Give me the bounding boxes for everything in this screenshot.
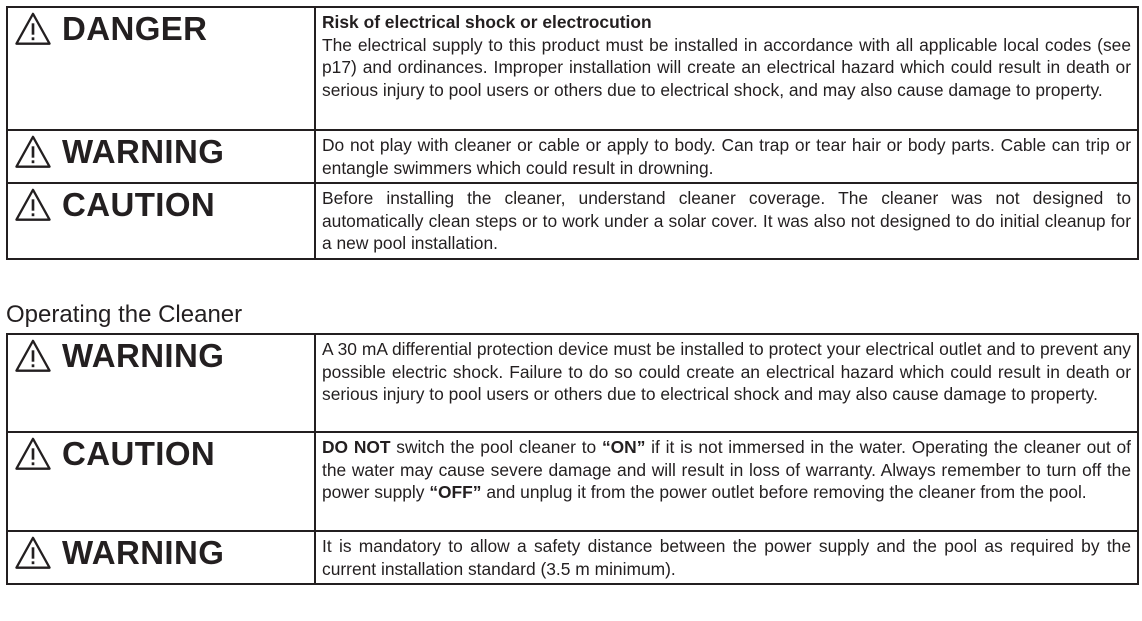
warning-triangle-icon bbox=[14, 134, 52, 170]
warning-row bbox=[7, 531, 1138, 584]
text-fragment: if it is not immersed in the water. Operating the cleaner out of the water may cause severe damage and will result in loss of warranty. Always remember to turn off the power supply bbox=[322, 437, 1131, 503]
danger-row bbox=[7, 7, 1138, 130]
signal-word-cell bbox=[7, 432, 315, 531]
message-cell bbox=[315, 432, 1138, 531]
hazard-text: Before installing the cleaner, understand cleaner coverage. The cleaner was not designed to automatically clean steps or to work under a solar cover. It was also not designed to do initial cleanup for a new pool installation. bbox=[322, 188, 1131, 254]
emphasis-do-not: DO NOT bbox=[322, 437, 391, 457]
warning-triangle-icon bbox=[14, 11, 52, 47]
warning-triangle-icon bbox=[14, 535, 52, 571]
signal-word-caution: CAUTION bbox=[62, 186, 216, 224]
hazard-text: It is mandatory to allow a safety distance between the power supply and the pool as required by the current installation standard (3.5 m minimum). bbox=[322, 536, 1131, 579]
signal-word-warning: WARNING bbox=[62, 337, 225, 374]
signal-word-cell bbox=[7, 334, 315, 432]
signal-word-cell bbox=[7, 130, 315, 183]
warning-triangle-icon bbox=[14, 187, 52, 223]
message-cell bbox=[315, 183, 1138, 259]
caution-row bbox=[7, 432, 1138, 531]
signal-word-cell bbox=[7, 183, 315, 259]
text-fragment: and unplug it from the power outlet before removing the cleaner from the pool. bbox=[481, 482, 1087, 503]
hazard-text bbox=[322, 436, 1131, 504]
emphasis-off: “OFF” bbox=[429, 482, 482, 503]
warning-triangle-icon bbox=[14, 436, 52, 472]
signal-word-warning: WARNING bbox=[62, 133, 225, 170]
caution-row bbox=[7, 183, 1138, 259]
message-cell bbox=[315, 531, 1138, 584]
signal-word-cell bbox=[7, 7, 315, 130]
warning-triangle-icon bbox=[14, 338, 52, 374]
safety-warnings-table bbox=[6, 6, 1139, 260]
operating-warnings-table bbox=[6, 333, 1139, 585]
section-title: Operating the Cleaner bbox=[6, 301, 243, 328]
message-cell bbox=[315, 334, 1138, 432]
signal-word-cell bbox=[7, 531, 315, 584]
signal-word-danger: DANGER bbox=[62, 10, 208, 47]
warning-row bbox=[7, 334, 1138, 432]
message-cell bbox=[315, 130, 1138, 183]
text-fragment: switch the pool cleaner to bbox=[390, 437, 602, 457]
emphasis-on: “ON” bbox=[601, 437, 646, 457]
hazard-heading: Risk of electrical shock or electrocution bbox=[322, 12, 652, 32]
warning-row bbox=[7, 130, 1138, 183]
signal-word-warning: WARNING bbox=[62, 534, 225, 571]
message-cell bbox=[315, 7, 1138, 130]
hazard-text: Do not play with cleaner or cable or apply to body. Can trap or tear hair or body parts. Cable can trip or entangle swimmers which could result in drowning. bbox=[322, 135, 1131, 178]
hazard-text: A 30 mA differential protection device must be installed to protect your electrical outlet and to prevent any possible electric shock. Failure to do so could create an electrical hazard which could result in death or serious injury to pool users or others due to electrical shock and may also cause damage to property. bbox=[322, 339, 1131, 405]
hazard-text: The electrical supply to this product must be installed in accordance with all applicable local codes (see p17) and ordinances. Improper installation will create an electrical hazard which could result in death or serious injury to pool users or others due to electrical shock, and may also cause damage to property. bbox=[322, 34, 1131, 100]
signal-word-caution: CAUTION bbox=[62, 435, 216, 472]
